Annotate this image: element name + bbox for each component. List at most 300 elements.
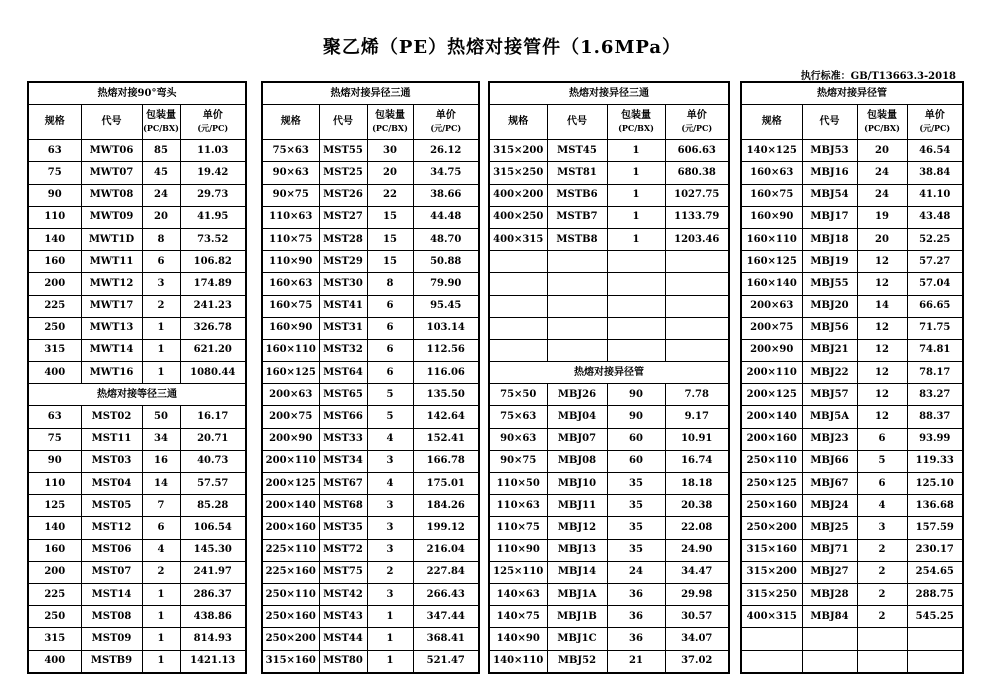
spec-cell: 200×140	[262, 495, 319, 517]
spec-cell: 90×63	[489, 428, 547, 450]
price-cell: 37.02	[665, 650, 729, 673]
table-row	[741, 539, 963, 561]
section-title: 热熔对接异径管	[489, 362, 729, 384]
spec-cell: 140	[28, 228, 81, 250]
table-row	[741, 583, 963, 605]
pack-cell: 36	[607, 628, 665, 650]
table-row	[741, 628, 963, 650]
price-cell: 241.97	[180, 561, 246, 583]
spec-cell: 400	[28, 650, 81, 673]
pack-cell	[607, 317, 665, 339]
section-title: 热熔对接等径三通	[28, 384, 246, 406]
price-cell: 152.41	[413, 428, 479, 450]
code-cell: MBJ17	[802, 206, 857, 228]
header-price	[907, 105, 963, 140]
spec-cell: 75×63	[489, 406, 547, 428]
price-cell: 166.78	[413, 450, 479, 472]
code-cell: MBJ11	[547, 495, 607, 517]
pack-cell: 24	[607, 561, 665, 583]
spec-cell: 200×125	[262, 473, 319, 495]
table-row	[489, 473, 729, 495]
pack-cell: 6	[367, 317, 413, 339]
code-cell: MBJ55	[802, 273, 857, 295]
price-cell: 66.65	[907, 295, 963, 317]
price-cell: 57.04	[907, 273, 963, 295]
section-title: 热熔对接异径三通	[262, 82, 479, 105]
code-cell: MSTB9	[81, 650, 142, 673]
table-row	[28, 650, 246, 673]
spec-cell: 400×315	[741, 606, 802, 628]
code-cell: MST64	[319, 362, 367, 384]
price-cell: 438.86	[180, 606, 246, 628]
spec-cell: 250×160	[741, 495, 802, 517]
price-cell: 1027.75	[665, 184, 729, 206]
code-cell: MST05	[81, 495, 142, 517]
table-row	[28, 561, 246, 583]
pack-cell: 85	[142, 140, 180, 162]
header-pack	[857, 105, 907, 140]
table-row	[262, 428, 479, 450]
code-cell: MWT16	[81, 362, 142, 384]
code-cell: MST75	[319, 561, 367, 583]
spec-cell: 90×63	[262, 162, 319, 184]
table-row	[28, 628, 246, 650]
price-cell	[665, 317, 729, 339]
spec-cell: 110	[28, 473, 81, 495]
price-cell: 16.74	[665, 450, 729, 472]
pack-cell: 6	[857, 473, 907, 495]
table-row	[741, 428, 963, 450]
table-row	[28, 140, 246, 162]
price-cell: 46.54	[907, 140, 963, 162]
code-cell: MST33	[319, 428, 367, 450]
spec-cell: 200×90	[741, 339, 802, 361]
table-row	[28, 295, 246, 317]
price-cell: 112.56	[413, 339, 479, 361]
spec-cell: 90	[28, 184, 81, 206]
header-price-unit: (元/PC)	[681, 123, 713, 134]
code-cell: MBJ20	[802, 295, 857, 317]
price-cell	[665, 251, 729, 273]
price-cell	[665, 339, 729, 361]
pack-cell: 12	[857, 317, 907, 339]
standard-label: 执行标准：GB/T13663.3-2018	[800, 71, 956, 82]
table-row	[741, 473, 963, 495]
code-cell	[547, 317, 607, 339]
spec-cell: 110×50	[489, 473, 547, 495]
pack-cell: 24	[142, 184, 180, 206]
section-title-row	[489, 362, 729, 384]
table-row	[489, 273, 729, 295]
table-row	[28, 228, 246, 250]
section-title-row	[489, 82, 729, 105]
price-cell: 78.17	[907, 362, 963, 384]
header-price-label: 单价	[924, 110, 945, 122]
pack-cell: 5	[367, 406, 413, 428]
spec-cell: 200×160	[262, 517, 319, 539]
pack-cell: 12	[857, 273, 907, 295]
code-cell: MST12	[81, 517, 142, 539]
pack-cell: 1	[607, 140, 665, 162]
price-cell: 119.33	[907, 450, 963, 472]
header-pack-label: 包装量	[146, 110, 176, 122]
pack-cell: 5	[857, 450, 907, 472]
price-cell: 184.26	[413, 495, 479, 517]
spec-cell: 160	[28, 251, 81, 273]
pack-cell: 6	[142, 251, 180, 273]
code-cell: MST41	[319, 295, 367, 317]
code-cell: MST81	[547, 162, 607, 184]
table-row	[741, 295, 963, 317]
section-title-row	[28, 82, 246, 105]
spec-cell: 90×75	[262, 184, 319, 206]
pack-cell: 1	[142, 362, 180, 384]
spec-cell: 315	[28, 339, 81, 361]
table-row	[741, 228, 963, 250]
table-row	[741, 650, 963, 673]
price-cell: 368.41	[413, 628, 479, 650]
pack-cell: 4	[142, 539, 180, 561]
spec-cell: 160×140	[741, 273, 802, 295]
column-header-row	[28, 105, 246, 140]
price-cell: 50.88	[413, 251, 479, 273]
spec-cell	[489, 273, 547, 295]
pack-cell: 1	[142, 628, 180, 650]
price-cell: 286.37	[180, 583, 246, 605]
table-row	[741, 317, 963, 339]
spec-cell: 75×50	[489, 384, 547, 406]
table-row	[489, 228, 729, 250]
price-cell: 145.30	[180, 539, 246, 561]
pack-cell: 1	[607, 206, 665, 228]
table-row	[741, 406, 963, 428]
spec-cell: 110×75	[489, 517, 547, 539]
table-row	[489, 162, 729, 184]
spec-cell: 200×75	[262, 406, 319, 428]
pack-cell: 4	[367, 473, 413, 495]
pack-cell: 12	[857, 406, 907, 428]
price-cell: 95.45	[413, 295, 479, 317]
price-cell: 230.17	[907, 539, 963, 561]
table-row	[489, 561, 729, 583]
page-title: 聚乙烯（PE）热熔对接管件（1.6MPa）	[322, 37, 682, 58]
header-code: 代号	[547, 105, 607, 140]
pack-cell: 6	[857, 428, 907, 450]
spec-cell: 140	[28, 517, 81, 539]
pack-cell: 45	[142, 162, 180, 184]
pack-cell: 6	[367, 339, 413, 361]
table-row	[741, 450, 963, 472]
spec-cell: 160×110	[741, 228, 802, 250]
code-cell: MST07	[81, 561, 142, 583]
table-row	[28, 273, 246, 295]
header-pack	[607, 105, 665, 140]
price-cell: 142.64	[413, 406, 479, 428]
code-cell: MWT11	[81, 251, 142, 273]
table-row	[262, 606, 479, 628]
table-row	[28, 450, 246, 472]
price-cell	[665, 273, 729, 295]
code-cell: MBJ04	[547, 406, 607, 428]
spec-cell: 315×160	[741, 539, 802, 561]
pack-cell: 20	[142, 206, 180, 228]
price-cell: 174.89	[180, 273, 246, 295]
code-cell: MST34	[319, 450, 367, 472]
table-row	[741, 184, 963, 206]
code-cell: MBJ71	[802, 539, 857, 561]
header-price-unit: (元/PC)	[430, 123, 462, 134]
price-cell	[665, 295, 729, 317]
code-cell: MBJ08	[547, 450, 607, 472]
header-spec: 规格	[262, 105, 319, 140]
code-cell: MST68	[319, 495, 367, 517]
table-row	[489, 539, 729, 561]
code-cell: MST32	[319, 339, 367, 361]
header-code: 代号	[802, 105, 857, 140]
pack-cell: 35	[607, 517, 665, 539]
pack-cell: 90	[607, 384, 665, 406]
table-row	[489, 339, 729, 361]
code-cell: MBJ21	[802, 339, 857, 361]
table-row	[489, 206, 729, 228]
table-row	[741, 206, 963, 228]
price-cell: 680.38	[665, 162, 729, 184]
code-cell: MWT07	[81, 162, 142, 184]
price-cell: 606.63	[665, 140, 729, 162]
pack-cell: 30	[367, 140, 413, 162]
spec-cell: 160×75	[741, 184, 802, 206]
price-cell: 74.81	[907, 339, 963, 361]
table-row	[28, 362, 246, 384]
spec-cell: 110×63	[489, 495, 547, 517]
pack-cell: 60	[607, 450, 665, 472]
price-cell: 135.50	[413, 384, 479, 406]
code-cell: MSTB6	[547, 184, 607, 206]
spec-cell: 160×63	[262, 273, 319, 295]
spec-cell: 110×90	[262, 251, 319, 273]
header-pack-label: 包装量	[375, 110, 405, 122]
pack-cell: 20	[857, 140, 907, 162]
price-cell: 241.23	[180, 295, 246, 317]
spec-cell: 225	[28, 295, 81, 317]
pack-cell: 14	[142, 473, 180, 495]
price-cell: 288.75	[907, 583, 963, 605]
table-row	[262, 273, 479, 295]
pack-cell: 20	[367, 162, 413, 184]
table-row	[262, 650, 479, 673]
table-row	[262, 339, 479, 361]
pack-cell: 35	[607, 473, 665, 495]
code-cell: MBJ16	[802, 162, 857, 184]
pack-cell: 6	[367, 362, 413, 384]
pack-cell: 8	[367, 273, 413, 295]
code-cell: MST45	[547, 140, 607, 162]
spec-cell: 75×63	[262, 140, 319, 162]
table-row	[489, 650, 729, 673]
table-row	[489, 295, 729, 317]
price-table	[488, 81, 730, 674]
pack-cell: 1	[367, 606, 413, 628]
code-cell: MST09	[81, 628, 142, 650]
price-cell: 136.68	[907, 495, 963, 517]
spec-cell	[489, 339, 547, 361]
code-cell: MBJ14	[547, 561, 607, 583]
table-row	[262, 495, 479, 517]
spec-cell: 250×200	[262, 628, 319, 650]
price-cell: 34.47	[665, 561, 729, 583]
code-cell: MST25	[319, 162, 367, 184]
price-cell: 71.75	[907, 317, 963, 339]
price-cell: 48.70	[413, 228, 479, 250]
section-title: 热熔对接异径三通	[489, 82, 729, 105]
table-row	[28, 583, 246, 605]
pack-cell: 1	[142, 650, 180, 673]
code-cell	[547, 273, 607, 295]
spec-cell: 200×63	[741, 295, 802, 317]
price-cell: 347.44	[413, 606, 479, 628]
pack-cell: 22	[367, 184, 413, 206]
spec-cell: 110×75	[262, 228, 319, 250]
spec-cell: 200	[28, 273, 81, 295]
spec-cell: 160×125	[741, 251, 802, 273]
code-cell: MBJ53	[802, 140, 857, 162]
code-cell: MST02	[81, 406, 142, 428]
header-price	[180, 105, 246, 140]
price-table-panel	[488, 81, 730, 674]
code-cell: MWT12	[81, 273, 142, 295]
code-cell	[802, 628, 857, 650]
pack-cell: 34	[142, 428, 180, 450]
spec-cell: 63	[28, 140, 81, 162]
table-row	[741, 162, 963, 184]
spec-cell: 90×75	[489, 450, 547, 472]
table-row	[28, 495, 246, 517]
spec-cell: 200	[28, 561, 81, 583]
spec-cell: 250×160	[262, 606, 319, 628]
header-code: 代号	[81, 105, 142, 140]
spec-cell: 63	[28, 406, 81, 428]
spec-cell: 160×63	[741, 162, 802, 184]
table-row	[489, 384, 729, 406]
code-cell: MWT08	[81, 184, 142, 206]
pack-cell: 2	[142, 561, 180, 583]
code-cell: MST08	[81, 606, 142, 628]
code-cell: MST11	[81, 428, 142, 450]
code-cell: MBJ13	[547, 539, 607, 561]
spec-cell: 200×125	[741, 384, 802, 406]
price-cell: 545.25	[907, 606, 963, 628]
spec-cell: 250	[28, 606, 81, 628]
table-row	[741, 273, 963, 295]
price-cell: 266.43	[413, 583, 479, 605]
spec-cell: 200×140	[741, 406, 802, 428]
table-row	[489, 517, 729, 539]
price-cell: 38.84	[907, 162, 963, 184]
price-cell: 1133.79	[665, 206, 729, 228]
code-cell: MWT14	[81, 339, 142, 361]
pack-cell: 35	[607, 539, 665, 561]
spec-cell: 225×110	[262, 539, 319, 561]
code-cell: MBJ66	[802, 450, 857, 472]
price-cell: 9.17	[665, 406, 729, 428]
pack-cell: 60	[607, 428, 665, 450]
price-table	[740, 81, 964, 674]
code-cell: MST67	[319, 473, 367, 495]
spec-cell: 315×250	[489, 162, 547, 184]
table-row	[741, 561, 963, 583]
pack-cell: 1	[142, 317, 180, 339]
price-cell: 41.95	[180, 206, 246, 228]
pack-cell	[607, 251, 665, 273]
table-row	[28, 517, 246, 539]
price-cell: 44.48	[413, 206, 479, 228]
spec-cell: 160	[28, 539, 81, 561]
code-cell: MBJ5A	[802, 406, 857, 428]
price-table	[27, 81, 247, 674]
price-cell: 11.03	[180, 140, 246, 162]
spec-cell	[489, 295, 547, 317]
price-cell	[907, 650, 963, 673]
pack-cell	[607, 295, 665, 317]
spec-cell: 315×200	[489, 140, 547, 162]
table-row	[262, 162, 479, 184]
price-cell: 34.07	[665, 628, 729, 650]
pack-cell: 19	[857, 206, 907, 228]
table-row	[262, 517, 479, 539]
price-cell: 326.78	[180, 317, 246, 339]
table-row	[489, 184, 729, 206]
pack-cell	[857, 628, 907, 650]
price-cell: 57.57	[180, 473, 246, 495]
code-cell: MST27	[319, 206, 367, 228]
pack-cell: 2	[857, 606, 907, 628]
table-row	[741, 517, 963, 539]
section-title: 热熔对接异径管	[741, 82, 963, 105]
spec-cell: 250×200	[741, 517, 802, 539]
price-cell: 79.90	[413, 273, 479, 295]
code-cell: MST65	[319, 384, 367, 406]
code-cell: MBJ10	[547, 473, 607, 495]
code-cell	[547, 295, 607, 317]
pack-cell: 6	[142, 517, 180, 539]
spec-cell: 200×110	[262, 450, 319, 472]
code-cell: MST26	[319, 184, 367, 206]
table-row	[262, 384, 479, 406]
spec-cell: 160×75	[262, 295, 319, 317]
code-cell: MST04	[81, 473, 142, 495]
spec-cell: 90	[28, 450, 81, 472]
pack-cell	[607, 273, 665, 295]
code-cell: MST43	[319, 606, 367, 628]
code-cell: MBJ1C	[547, 628, 607, 650]
pack-cell: 3	[367, 583, 413, 605]
pack-cell: 12	[857, 384, 907, 406]
spec-cell: 225×160	[262, 561, 319, 583]
pack-cell: 3	[367, 539, 413, 561]
pack-cell: 12	[857, 339, 907, 361]
column-header-row	[489, 105, 729, 140]
spec-cell: 75	[28, 428, 81, 450]
code-cell: MBJ23	[802, 428, 857, 450]
header-spec: 规格	[741, 105, 802, 140]
header-price-label: 单价	[435, 110, 456, 122]
code-cell: MST55	[319, 140, 367, 162]
pack-cell: 12	[857, 362, 907, 384]
code-cell: MBJ26	[547, 384, 607, 406]
price-cell: 24.90	[665, 539, 729, 561]
price-cell: 1421.13	[180, 650, 246, 673]
price-table-panel	[27, 81, 247, 674]
